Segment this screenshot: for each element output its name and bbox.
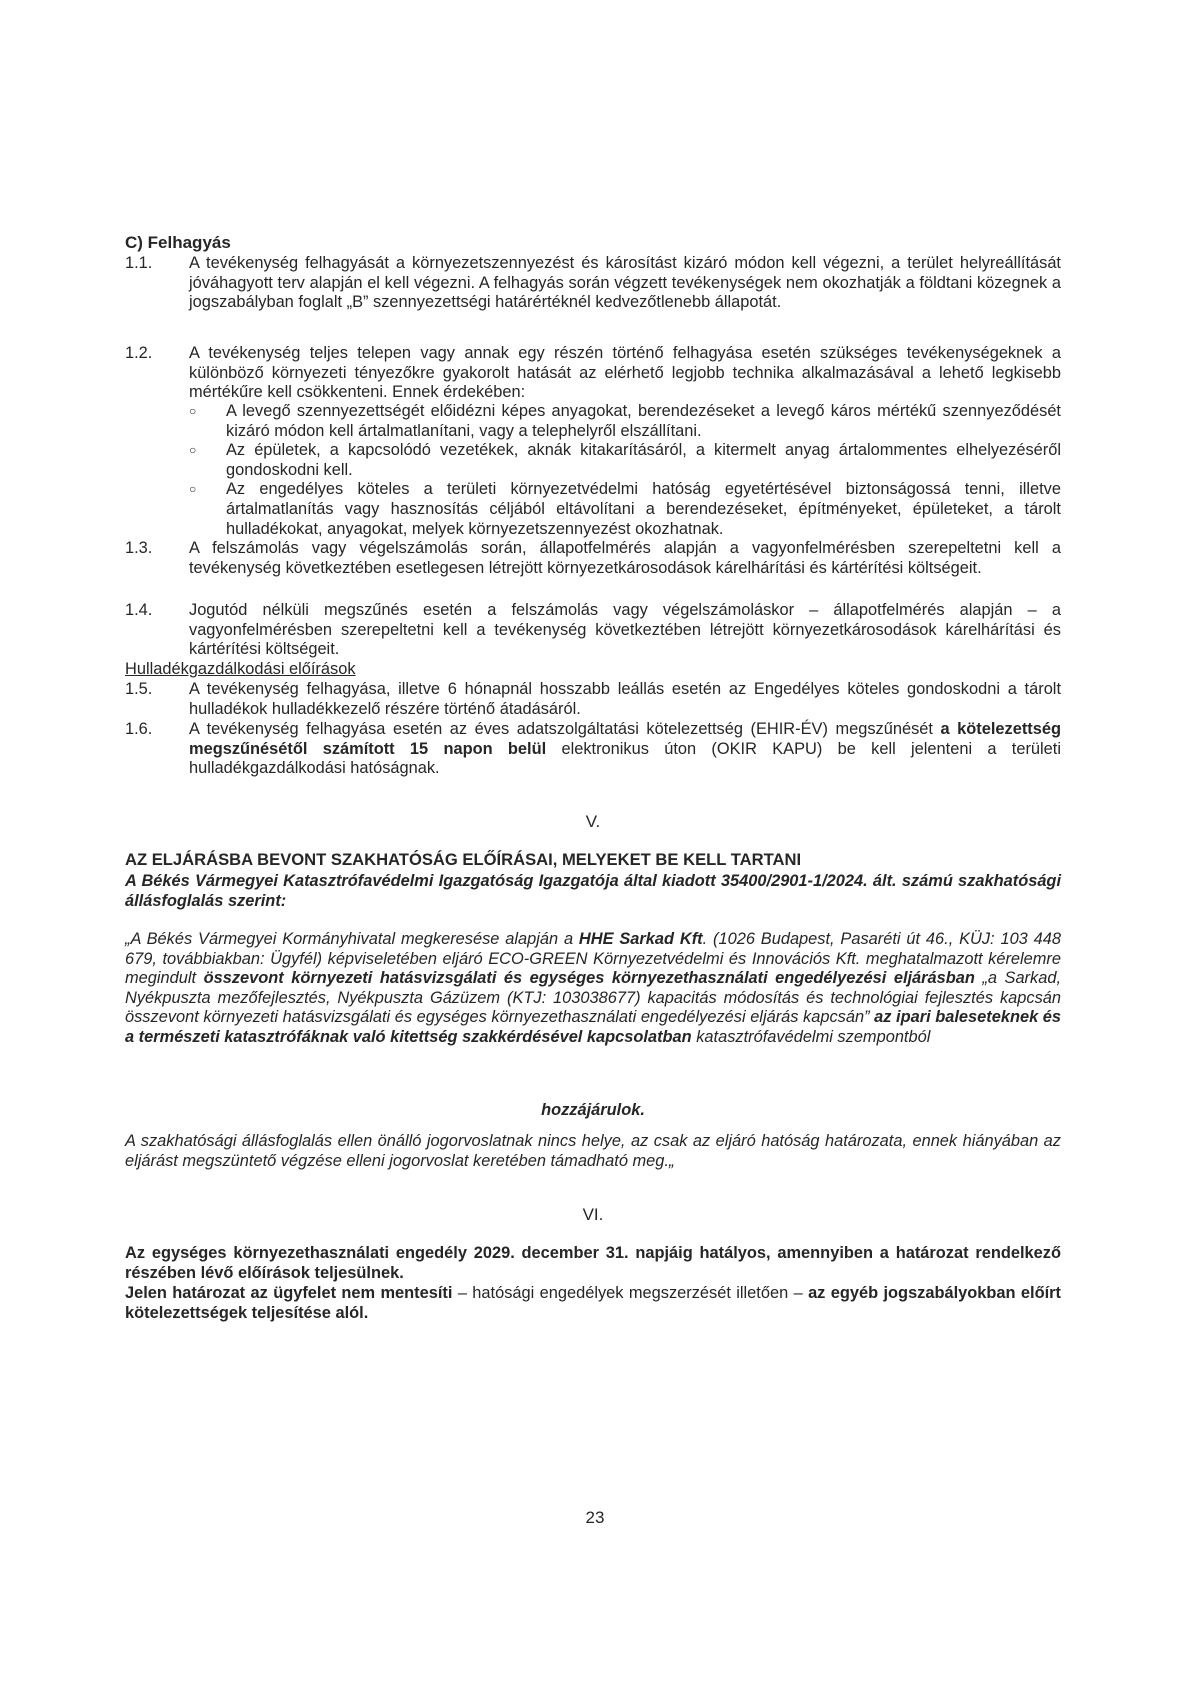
item-number: 1.4.	[125, 601, 153, 619]
item-text-part: A tevékenység felhagyása esetén az éves adatszolgáltatási kötelezettség (EHIR-ÉV) megszűnését	[189, 720, 941, 738]
subject-matter: az ipari baleseteknek és a természeti katasztrófáknak való kitettség szakkérdésével kapcsolatban	[125, 1008, 1062, 1046]
item-number: 1.1.	[125, 254, 153, 272]
item-1-2	[125, 344, 1061, 403]
item-1-1	[125, 254, 1061, 313]
statement-part: Jelen határozat az ügyfelet nem mentesíti	[125, 1284, 453, 1302]
section-v-subtitle: A Békés Vármegyei Katasztrófavédelmi Igazgatóság Igazgatója által kiadott 35400/2901-1/2024. ált. számú szakhatósági állásfoglalás szerint:	[125, 872, 1061, 910]
statement-part: – hatósági engedélyek megszerzését illetően –	[452, 1284, 809, 1302]
item-1-3	[125, 539, 1061, 578]
statement-part: az egyéb jogszabályokban előírt kötelezettségek teljesítése alól.	[125, 1284, 1061, 1322]
section-v-numeral: V.	[585, 812, 601, 831]
item-1-4	[125, 601, 1061, 660]
consent-statement: hozzájárulok.	[541, 1101, 645, 1119]
statement-part: . (1026 Budapest, Pasaréti út 46., KÜJ: 103 448 679, továbbiakban: Ügyfél) képviseletében eljáró ECO-GREEN Környezetvédelmi és Innovációs Kft. meghatalmazott kérelemre megindult	[125, 930, 1061, 988]
item-1-5	[125, 680, 1061, 719]
statement-part: „a Sarkad, Nyékpuszta mezőfejlesztés, Nyékpuszta Gázüzem (KTJ: 103038677) kapacitás módosítás és technológiai fejlesztés kapcsán összevont környezeti hatásvizsgálati és egységes környezethasználati engedélyezési eljárás kapcsán”	[125, 969, 1061, 1027]
waste-subheading: Hulladékgazdálkodási előírások	[125, 660, 356, 678]
item-text-emphasis: a kötelezettség megszűnésétől számított 15 napon belül	[189, 720, 1062, 758]
section-c-heading: C) Felhagyás	[125, 233, 231, 252]
validity-statement: Az egységes környezethasználati engedély 2029. december 31. napjáig hatályos, amennyiben a határozat rendelkező részében lévő előírások teljesülnek.	[125, 1244, 1061, 1282]
bullet-item	[189, 402, 1061, 441]
item-text: A tevékenység felhagyása, illetve 6 hónapnál hosszabb leállás esetén az Engedélyes köteles gondoskodni a tárolt hulladékok hulladékkezelő részére történő átadásáról.	[189, 680, 1061, 718]
circle-bullet-icon: ○	[189, 443, 197, 458]
bullet-item	[189, 441, 1061, 480]
item-number: 1.3.	[125, 539, 153, 557]
bullet-text: Az engedélyes köteles a területi környezetvédelmi hatóság egyetértésével biztonságossá tenni, illetve ártalmatlanítás vagy hasznosítás céljából eltávolítani a berendezéseket, építményeket, épületeket, a tárolt hulladékokat, anyagokat, melyek környezetszennyezést okozhatnak.	[226, 480, 1061, 538]
bullet-text: Az épületek, a kapcsolódó vezetékek, aknák kitakarításáról, a kitermelt anyag ártalommentes elhelyezéséről gondoskodni kell.	[226, 441, 1061, 479]
authority-statement	[125, 930, 1061, 1048]
item-number: 1.2.	[125, 344, 153, 362]
statement-part: katasztrófavédelmi szempontból	[691, 1027, 931, 1046]
item-number: 1.6.	[125, 720, 153, 738]
item-text-part: elektronikus úton (OKIR KAPU) be kell jelenteni a területi hulladékgazdálkodási hatóságnak.	[189, 739, 1061, 778]
circle-bullet-icon: ○	[189, 482, 197, 497]
bullet-list	[125, 402, 1061, 539]
procedure-name: összevont környezeti hatásvizsgálati és egységes környezethasználati engedélyezési eljárásban	[203, 969, 975, 988]
statement-part: „A Békés Vármegyei Kormányhivatal megkeresése alapján a	[125, 930, 579, 948]
item-text: A tevékenység felhagyását a környezetszennyezést és károsítást kizáró módon kell végezni, a terület helyreállítását jóváhagyott terv alapján el kell végezni. A felhagyás során végzett tevékenységek nem okozhatják a földtani közegnek a jogszabályban foglalt „B” szennyezettségi határértéknél kedvezőtlenebb állapotát.	[189, 254, 1061, 312]
section-v-title: AZ ELJÁRÁSBA BEVONT SZAKHATÓSÁG ELŐÍRÁSAI, MELYEKET BE KELL TARTANI	[125, 850, 802, 869]
bullet-item	[189, 480, 1061, 539]
legal-remedy-note: A szakhatósági állásfoglalás ellen önálló jogorvoslatnak nincs helye, az csak az eljáró hatóság határozata, ennek hiányában az eljárást megszüntető végzése elleni jogorvoslat keretében támadható meg.„	[125, 1132, 1061, 1170]
item-1-6	[125, 720, 1061, 779]
item-text: A felszámolás vagy végelszámolás során, állapotfelmérés alapján a vagyonfelmérésben szerepeltetni kell a tevékenység következtében esetlegesen létrejött környezetkárosodások kárelhárítási és kártérítési költségeit.	[189, 539, 1061, 577]
item-number: 1.5.	[125, 680, 153, 698]
item-text: A tevékenység teljes telepen vagy annak egy részén történő felhagyása esetén szükséges tevékenységeknek a különböző környezeti tényezőkre gyakorolt hatását az elérhető legjobb technika alkalmazásával a lehető legkisebb mértékűre kell csökkenteni. Ennek érdekében:	[189, 344, 1061, 402]
item-text: Jogutód nélküli megszűnés esetén a felszámolás vagy végelszámoláskor – állapotfelmérés alapján – a vagyonfelmérésben szerepeltetni kell a tevékenység következtében létrejött környezetkárosodások kárelhárítási és kártérítési költségeit.	[189, 601, 1061, 659]
bullet-text: A levegő szennyezettségét előidézni képes anyagokat, berendezéseket a levegő káros mértékű szennyeződését kizáró módon kell ártalmatlanítani, vagy a telephelyről elszállítani.	[226, 402, 1061, 440]
section-vi-numeral: VI.	[582, 1205, 604, 1224]
company-name: HHE Sarkad Kft	[578, 930, 703, 948]
page-number: 23	[585, 1508, 605, 1527]
exemption-statement	[125, 1284, 1061, 1323]
item-text	[189, 720, 1061, 779]
circle-bullet-icon: ○	[189, 404, 197, 418]
